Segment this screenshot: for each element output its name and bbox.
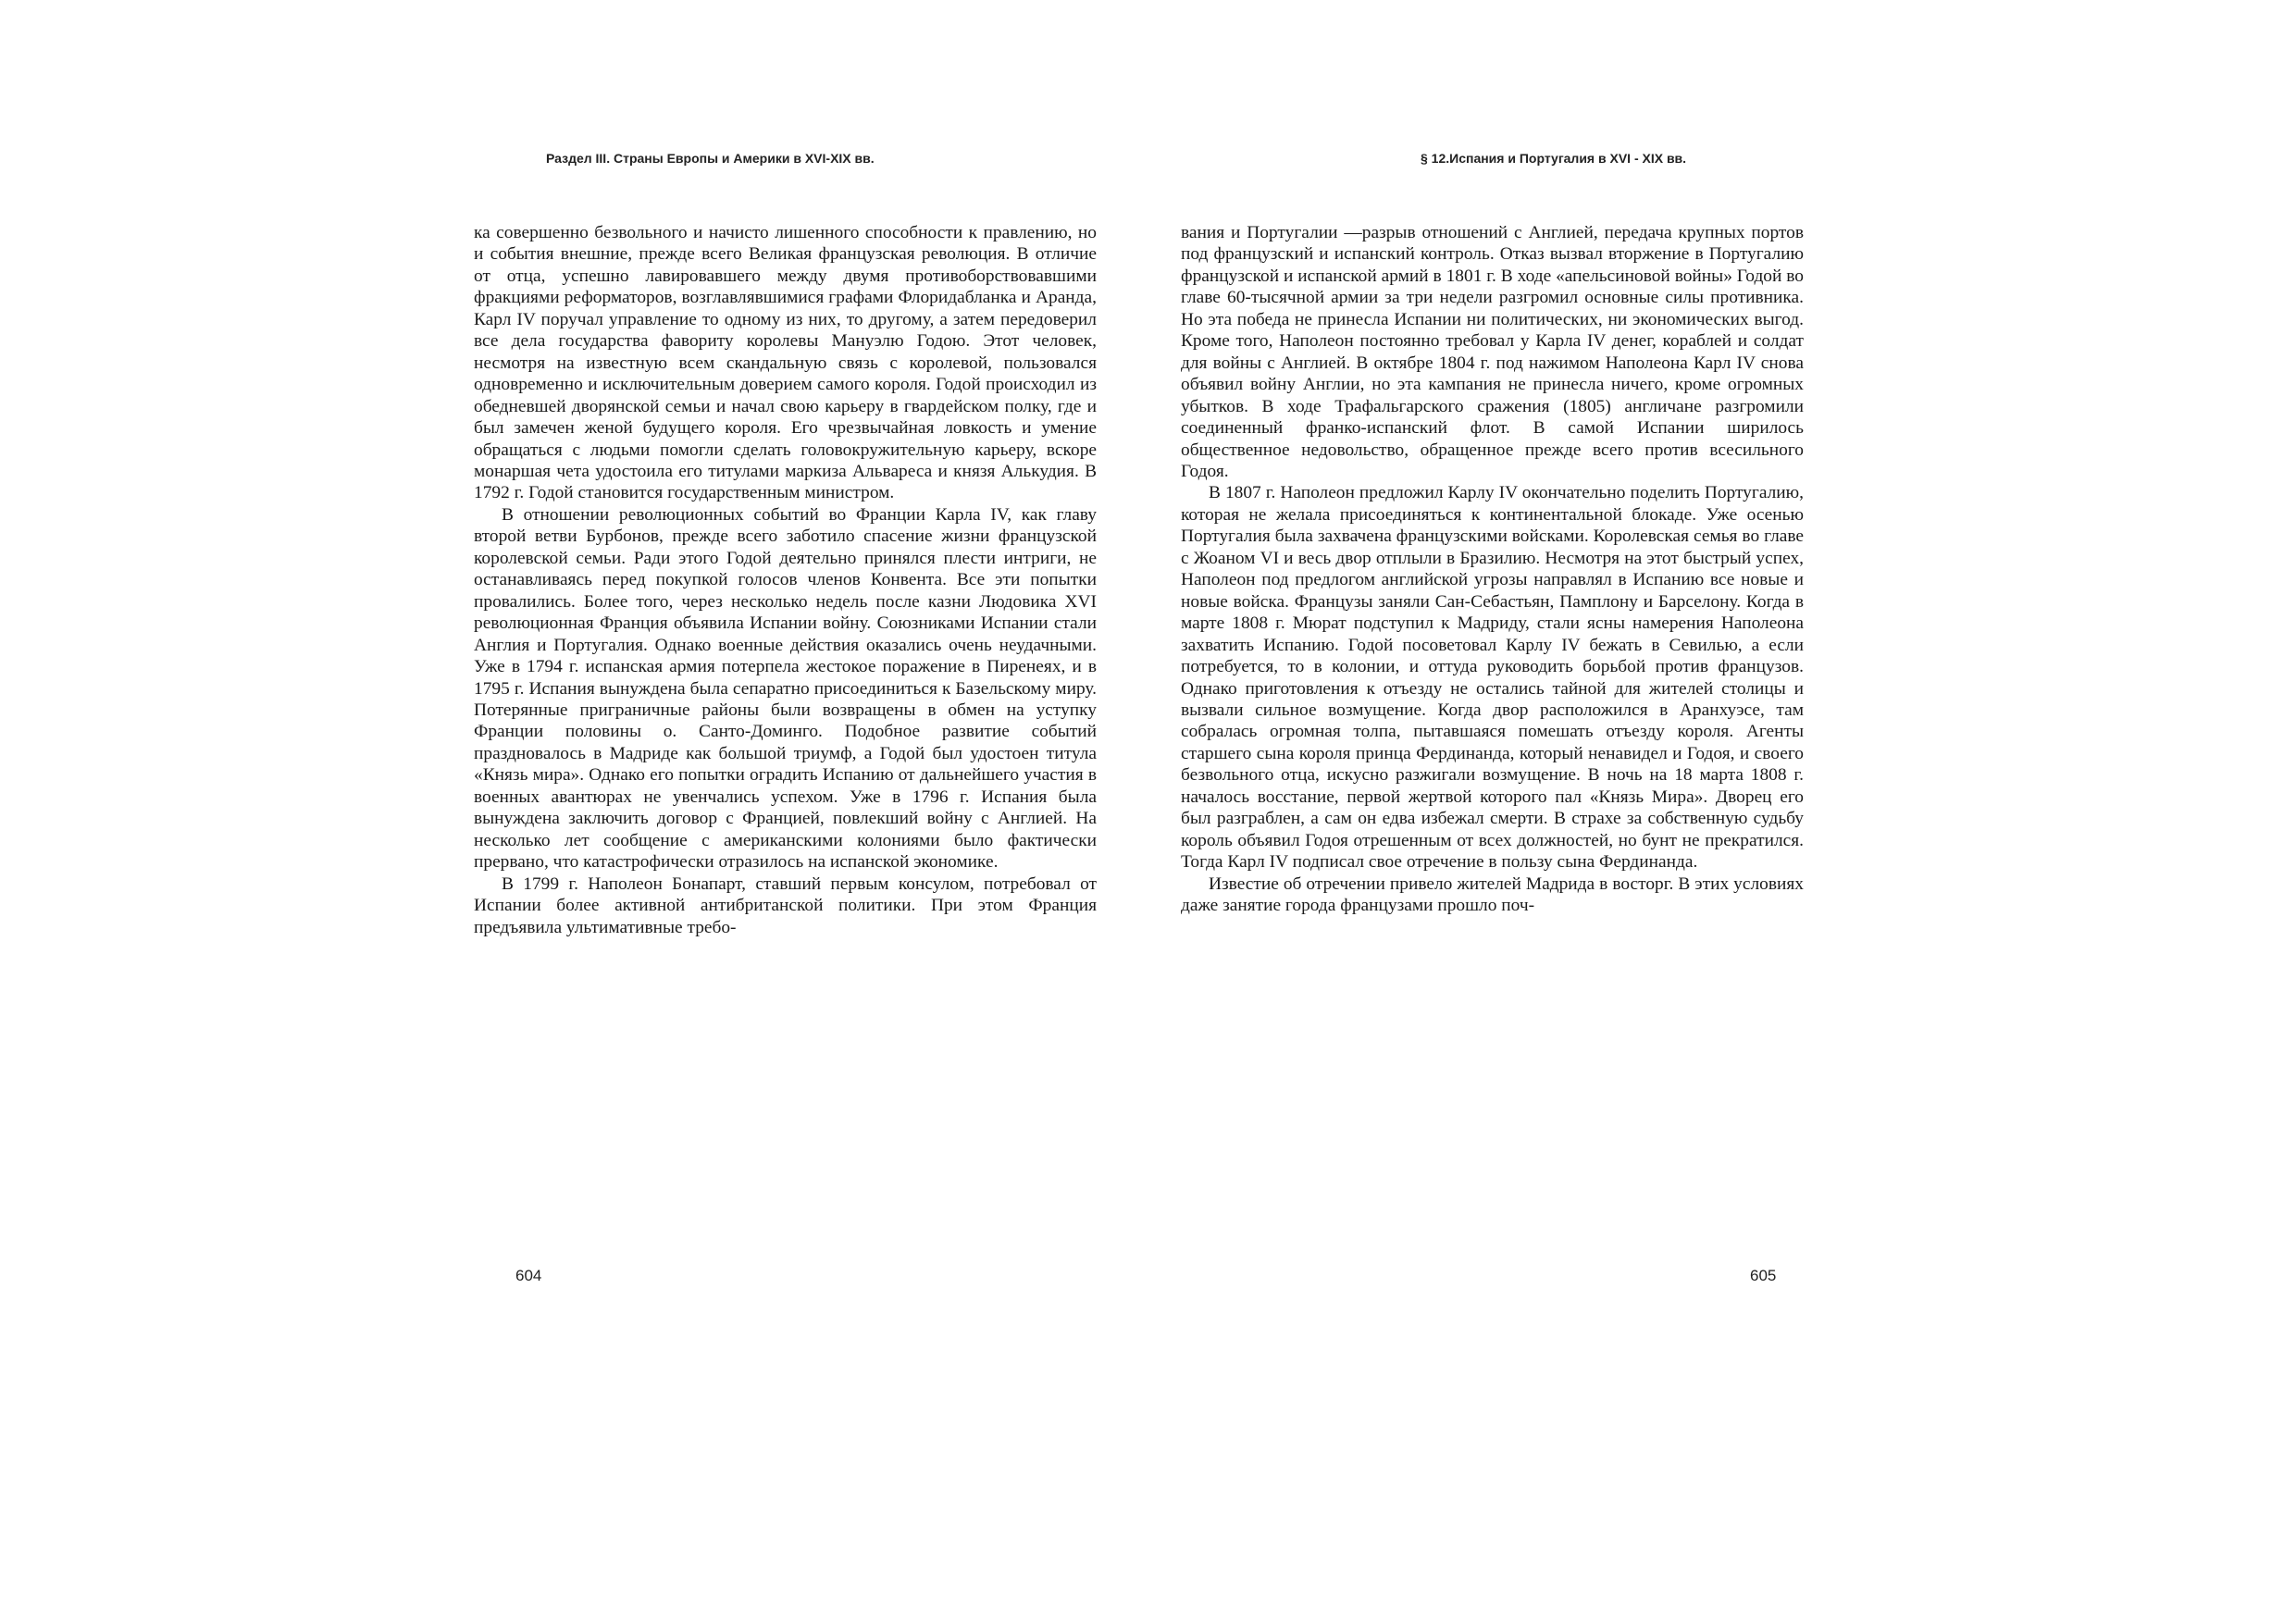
page-number-right: 605 — [1750, 1267, 1777, 1284]
paragraph: вания и Португалии —разрыв отношений с Англией, передача крупных портов под французский и испанский контроль. Отказ вызвал вторжение в Португалию французской и испанской армий в 1801 г. В ходе «апельсиновой войны» Годой во главе 60-тысячной армии за три недели разгромил основные силы противника. Но эта победа не принесла Испании ни политических, ни экономических выгод. Кроме того, Наполеон постоянно требовал у Карла IV денег, кораблей и солдат для войны с Англией. В октябре 1804 г. под нажимом Наполеона Карл IV снова объявил войну Англии, но эта кампания не принесла ничего, кроме огромных убытков. В ходе Трафальгарского сражения (1805) англичане разгромили соединенный франко-испанский флот. В самой Испании ширилось общественное недовольство, обращенное прежде всего против всесильного Годоя. — [1181, 223, 1804, 481]
paragraph: В 1799 г. Наполеон Бонапарт, ставший первым консулом, потребовал от Испании более активной антибританской политики. При этом Франция предъявила ультимативные требо- — [474, 873, 1097, 937]
body-text-left — [474, 222, 1097, 938]
running-head-left: Раздел III. Страны Европы и Америки в XVI-XIX вв. — [546, 151, 875, 166]
paragraph: В 1807 г. Наполеон предложил Карлу IV окончательно поделить Португалию, которая не желала присоединяться к континентальной блокаде. Уже осенью Португалия была захвачена французскими войсками. Королевская семья во главе с Жоаном VI и весь двор отплыли в Бразилию. Несмотря на этот быстрый успех, Наполеон под предлогом английской угрозы направлял в Испанию все новые и новые войска. Французы заняли Сан-Себастьян, Памплону и Барселону. Когда в марте 1808 г. Мюрат подступил к Мадриду, стали ясны намерения Наполеона захватить Испанию. Годой посоветовал Карлу IV бежать в Севилью, а если потребуется, то в колонии, и оттуда руководить борьбой против французов. Однако приготовления к отъезду не остались тайной для жителей столицы и вызвали сильное возмущение. Когда двор расположился в Аранхуэсе, там собралась огромная толпа, пытавшаяся помешать отъезду короля. Агенты старшего сына короля принца Фердинанда, который ненавидел и Годоя, и своего безвольного отца, искусно разжигали возмущение. В ночь на 18 марта 1808 г. началось восстание, первой жертвой которого пал «Князь Мира». Дворец его был разграблен, а сам он едва избежал смерти. В страхе за собственную судьбу король объявил Годоя отрешенным от всех должностей, но бунт не прекратился. Тогда Карл IV подписал свое отречение в пользу сына Фердинанда. — [1181, 483, 1804, 873]
paragraph: ка совершенно безвольного и начисто лишенного способности к правлению, но и события внешние, прежде всего Великая французская революция. В отличие от отца, успешно лавировавшего между двумя противоборствовавшими фракциями реформаторов, возглавлявшимися графами Флоридабланка и Аранда, Карл IV поручал управление то одному из них, то другому, а затем передоверил все дела государства фавориту королевы Мануэлю Годою. Этот человек, несмотря на известную всем скандальную связь с королевой, пользовался одновременно и исключительным доверием самого короля. Годой происходил из обедневшей дворянской семьи и начал свою карьеру в гвардейском полку, где и был замечен женой будущего короля. Его чрезвычайная ловкость и умение обращаться с людьми помогли сделать головокружительную карьеру, вскоре монаршая чета удостоила его титулами маркиза Альвареса и князя Алькудия. В 1792 г. Годой становится государственным министром. — [474, 223, 1097, 503]
paragraph: В отношении революционных событий во Франции Карла IV, как главу второй ветви Бурбонов, прежде всего заботило спасение жизни французской королевской семьи. Ради этого Годой деятельно принялся плести интриги, не останавливаясь перед покупкой голосов членов Конвента. Все эти попытки провалились. Более того, через несколько недель после казни Людовика XVI революционная Франция объявила Испании войну. Союзниками Испании стали Англия и Португалия. Однако военные действия оказались очень неудачными. Уже в 1794 г. испанская армия потерпела жестокое поражение в Пиренеях, и в 1795 г. Испания вынуждена была сепаратно присоединиться к Базельскому миру. Потерянные приграничные районы были возвращены в обмен на уступку Франции половины о. Санто-Доминго. Подобное развитие событий праздновалось в Мадриде как большой триумф, а Годой был удостоен титула «Князь мира». Однако его попытки оградить Испанию от дальнейшего участия в военных авантюрах не увенчались успехом. Уже в 1796 г. Испания была вынуждена заключить договор с Францией, повлекший войну с Англией. На несколько лет сообщение с американскими колониями было фактически прервано, что катастрофически отразилось на испанской экономике. — [474, 504, 1097, 873]
paragraph: Известие об отречении привело жителей Мадрида в восторг. В этих условиях даже занятие города французами прошло поч- — [1181, 873, 1804, 916]
running-head-right: § 12.Испания и Португалия в XVI - XIX вв. — [1421, 151, 1687, 166]
body-text-right — [1181, 222, 1804, 917]
page-number-left: 604 — [515, 1267, 542, 1284]
right-page — [1148, 0, 2296, 1623]
